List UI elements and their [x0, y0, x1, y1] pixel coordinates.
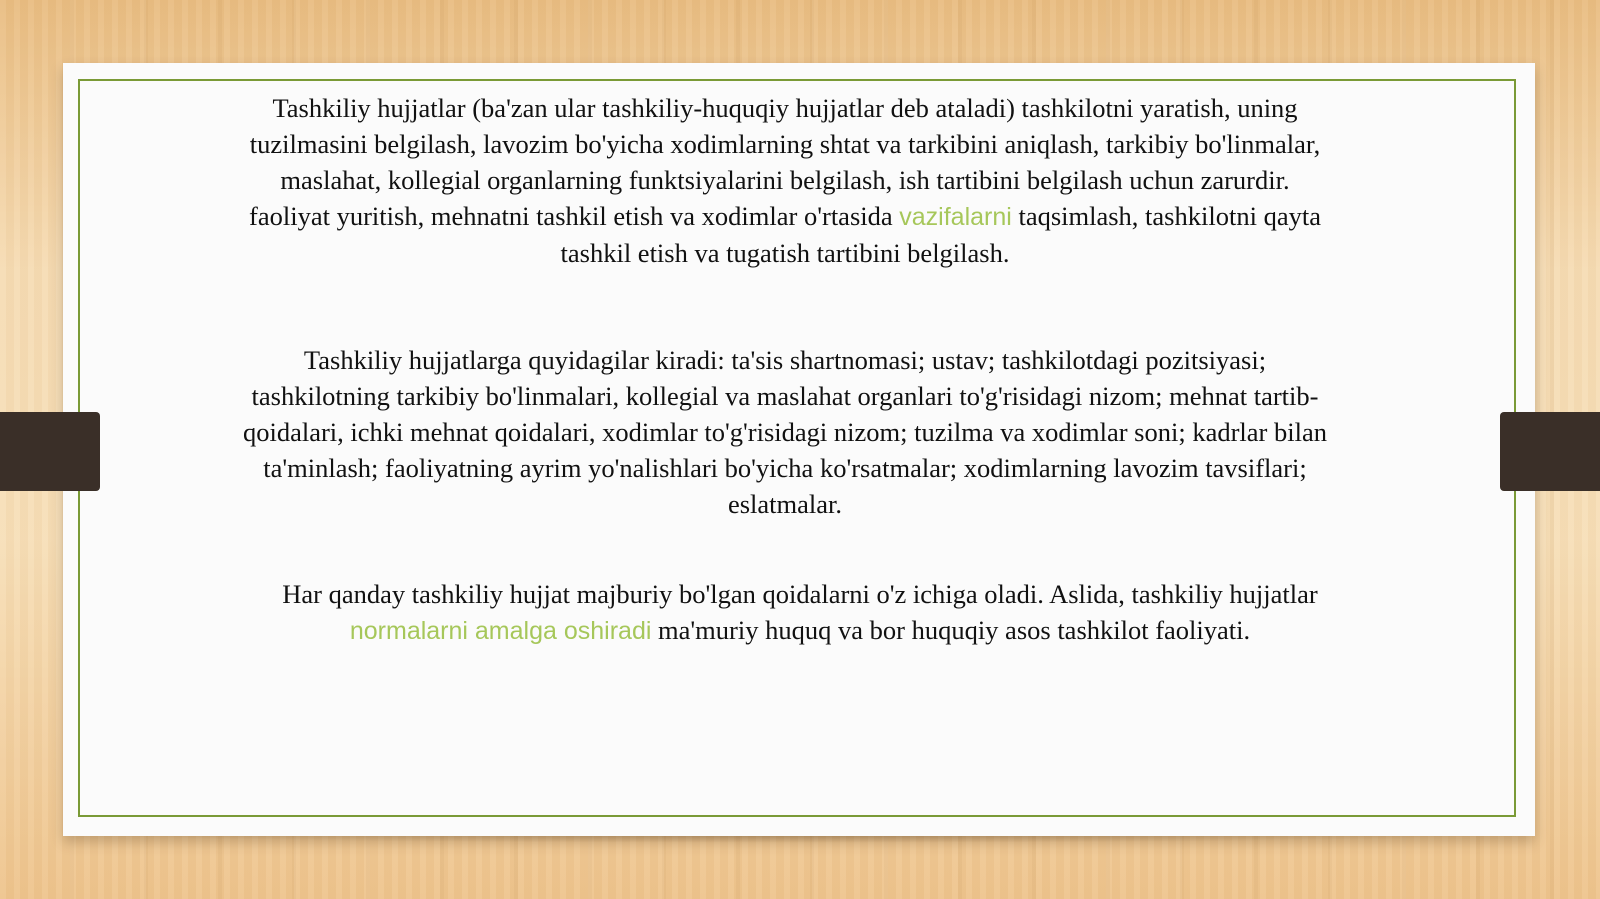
paragraph3-highlight-link[interactable]: normalarni amalga oshiradi	[349, 617, 652, 645]
right-binder-clip	[1500, 412, 1600, 491]
paragraph1-highlight-link[interactable]: vazifalarni	[899, 203, 1012, 231]
paragraph3-text-after: ma'muriy huquq va bor huquqiy asos tashkilot faoliyati.	[651, 615, 1251, 645]
paragraph2-text: Tashkiliy hujjatlarga quyidagilar kiradi: ta'sis shartnomasi; ustav; tashkilotdagi pozitsiyasi; tashkilotning tarkibiy bo'linmalari, kollegial va maslahat organlari to'g'risidagi nizom; mehnat tartib-qoidalari, ichki mehnat qoidalari, xodimlar to'g'risidagi nizom; tuzilma va xodimlar soni; kadrlar bilan ta'minlash; faoliyatning ayrim yo'nalishlari bo'yicha ko'rsatmalar; xodimlarning lavozim tavsiflari; eslatmalar.	[242, 345, 1327, 519]
paragraph1-text-before: Tashkiliy hujjatlar (ba'zan ular tashkiliy-huquqiy hujjatlar deb ataladi) tashkilotni yaratish, uning tuzilmasini belgilash, lavozim bo'yicha xodimlarning shtat va tarkibini aniqlash, tarkibiy bo'linmalar, maslahat, kollegial organlarning funktsiyalarini belgilash, ish tartibini belgilash uchun zarurdir. faoliyat yuritish, mehnatni tashkil etish va xodimlar o'rtasida	[249, 93, 1321, 231]
paragraph-organizational-documents-definition	[240, 90, 1330, 271]
paragraph-mandatory-rules	[240, 576, 1360, 649]
paragraph1-text-after: taqsimlash, tashkilotni qayta tashkil etish va tugatish tartibini belgilash.	[560, 201, 1321, 268]
paragraph3-text-before: Har qanday tashkiliy hujjat majburiy bo'lgan qoidalarni o'z ichiga oladi. Aslida, tashkiliy hujjatlar	[282, 579, 1318, 609]
paragraph-organizational-documents-list	[240, 342, 1330, 522]
left-binder-clip	[0, 412, 100, 491]
